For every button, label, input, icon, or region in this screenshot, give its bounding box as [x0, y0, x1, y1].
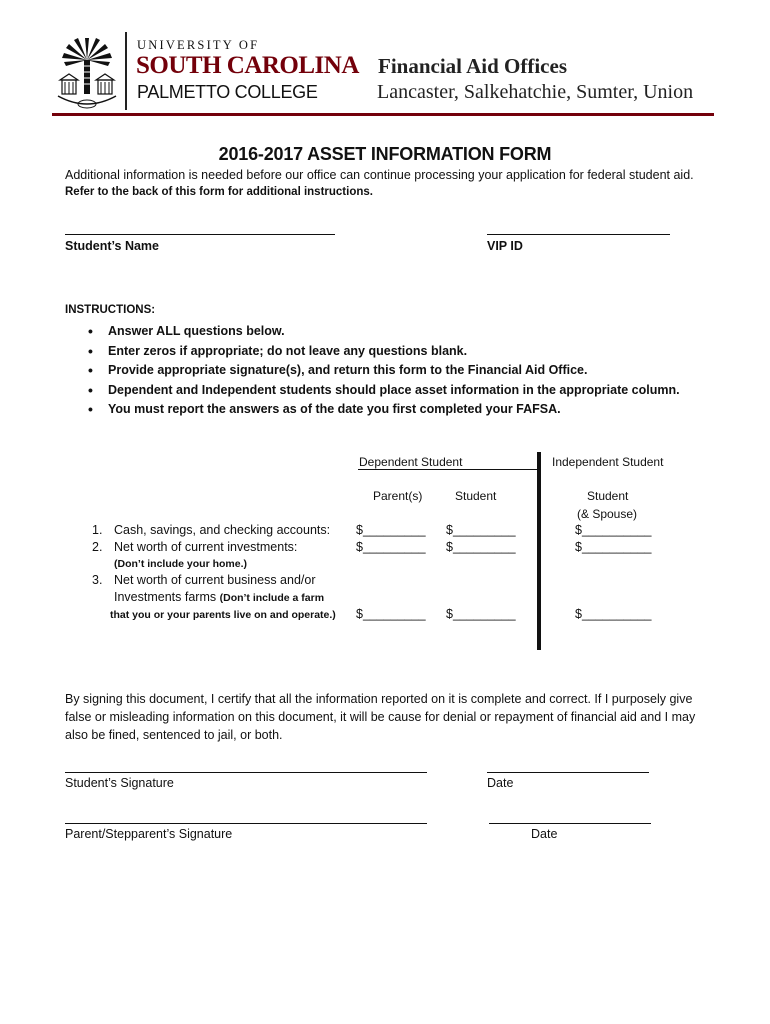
south-carolina-wordmark: SOUTH CAROLINA [136, 52, 359, 79]
student-name-field[interactable] [65, 234, 335, 235]
q3-parents-input[interactable]: $_________ [356, 607, 426, 621]
question-1-text: Cash, savings, and checking accounts: [114, 523, 331, 537]
independent-student-header: Independent Student [552, 455, 664, 469]
header-rule [52, 113, 714, 116]
q2-parents-input[interactable]: $_________ [356, 540, 426, 554]
question-number: 3. [92, 573, 103, 587]
q2-independent-input[interactable]: $__________ [575, 540, 652, 554]
instructions-heading: INSTRUCTIONS: [65, 304, 156, 316]
question-3-note: (Don’t include a farm [219, 592, 325, 604]
header-divider [125, 32, 127, 110]
question-number: 2. [92, 540, 103, 554]
question-3-text-line2 [114, 590, 324, 604]
parent-signature-field[interactable] [65, 823, 427, 824]
instructions-list [88, 322, 680, 420]
certification-statement: By signing this document, I certify that all the information reported on it is complete and correct. If I purposely give false or misleading information on this document, it will be cause for denial or repayment of financial aid and I may also be fined, sentenced to jail, or both. [65, 692, 696, 742]
dependent-header-underline [358, 469, 538, 470]
question-3-note-line2: that you or your parents live on and operate.) [110, 609, 336, 621]
instruction-item: • Enter zeros if appropriate; do not leave any questions blank. [88, 342, 680, 362]
instruction-item: • Dependent and Independent students should place asset information in the appropriate column. [88, 381, 680, 401]
student-signature-field[interactable] [65, 772, 427, 773]
student-date-label: Date [487, 776, 514, 790]
question-3-text: Net worth of current business and/or [114, 573, 316, 587]
office-title: Financial Aid Offices [378, 54, 567, 78]
office-locations: Lancaster, Salkehatchie, Sumter, Union [377, 81, 694, 103]
intro-text: Additional information is needed before our office can continue processing your application for federal student aid. [65, 168, 694, 182]
parent-date-label: Date [531, 827, 558, 841]
independent-student-column-header: Student [587, 489, 629, 503]
parent-date-field[interactable] [489, 823, 651, 824]
question-3-text-cont: Investments farms [114, 590, 217, 604]
intro-instructions-note: Refer to the back of this form for additional instructions. [65, 186, 373, 198]
column-divider [537, 452, 541, 650]
instruction-item: • You must report the answers as of the date you first completed your FAFSA. [88, 400, 680, 420]
student-signature-label: Student’s Signature [65, 776, 174, 790]
student-name-label: Student’s Name [65, 239, 160, 253]
question-2-note: (Don’t include your home.) [114, 558, 247, 570]
vip-id-label: VIP ID [487, 239, 523, 253]
dependent-student-header: Dependent Student [359, 455, 463, 469]
student-column-header: Student [455, 489, 497, 503]
instruction-item: • Answer ALL questions below. [88, 322, 680, 342]
spouse-column-header: (& Spouse) [577, 507, 638, 521]
form-title: 2016-2017 ASSET INFORMATION FORM [218, 144, 552, 164]
parents-column-header: Parent(s) [373, 489, 423, 503]
question-number: 1. [92, 523, 103, 537]
q1-independent-input[interactable]: $__________ [575, 523, 652, 537]
q1-student-input[interactable]: $_________ [446, 523, 516, 537]
vip-id-field[interactable] [487, 234, 670, 235]
university-of-text: UNIVERSITY OF [137, 38, 260, 52]
q3-independent-input[interactable]: $__________ [575, 607, 652, 621]
student-date-field[interactable] [487, 772, 649, 773]
parent-signature-label: Parent/Stepparent’s Signature [65, 827, 233, 841]
q3-student-input[interactable]: $_________ [446, 607, 516, 621]
palmetto-college-text: PALMETTO COLLEGE [137, 82, 318, 102]
q2-student-input[interactable]: $_________ [446, 540, 516, 554]
instruction-item: • Provide appropriate signature(s), and return this form to the Financial Aid Office. [88, 361, 680, 381]
q1-parents-input[interactable]: $_________ [356, 523, 426, 537]
palmetto-tree-seal-logo [52, 32, 122, 114]
question-2-text: Net worth of current investments: [114, 540, 298, 554]
